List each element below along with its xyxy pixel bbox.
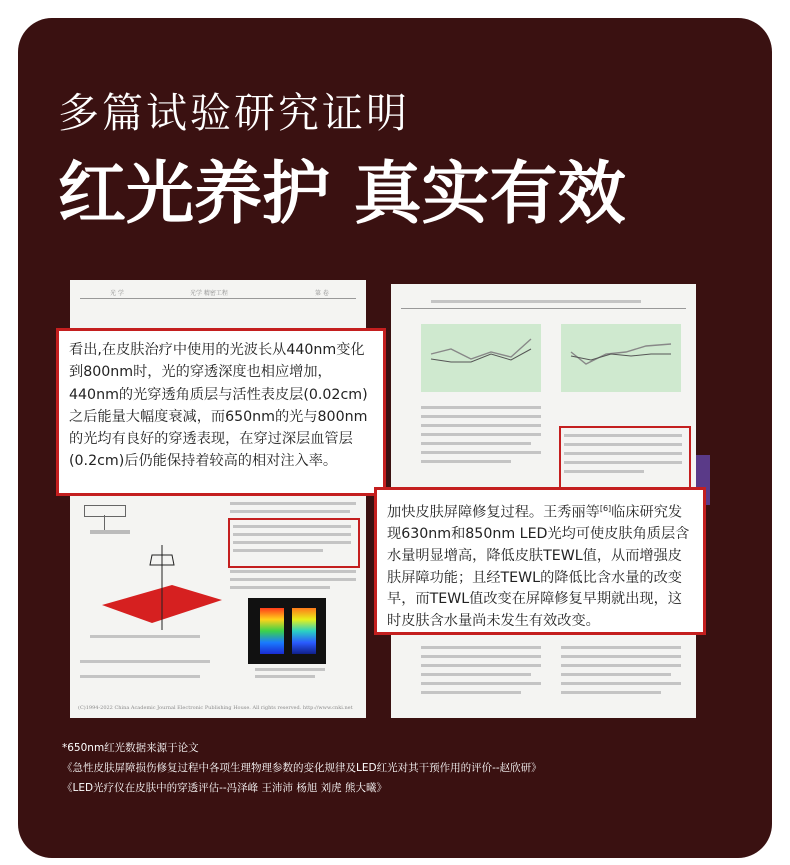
text-line [564,443,682,446]
sources [62,738,542,798]
header-line [431,300,641,303]
promo-card [18,18,772,858]
text-line [561,646,681,649]
heading-line-1: 多篇试验研究证明 [58,89,410,137]
callout-right [374,487,706,635]
text-line [421,406,541,409]
text-line [564,434,682,437]
figure-caption [90,635,200,638]
header-rule [401,308,686,309]
text-line [421,460,511,463]
callout-left [56,328,386,496]
paper-footer: (C)1994-2022 China Academic Journal Electronic Publishing House. All rights reserved. http://www.cnki.net [78,705,353,711]
equation-line [80,660,210,663]
text-line [421,451,541,454]
text-line [230,510,350,513]
text-line [561,664,681,667]
text-line [421,691,521,694]
callout-left-text: 看出,在皮肤治疗中使用的光波长从440nm变化到800nm时，光的穿透深度也相应增加，440nm的光穿透角质层与活性表皮层(0.02cm)之后能量大幅度衰减，而650nm的光与800nm的光均有良好的穿透表现，在穿过深层血管层(0.2cm)后仍能保持着较高的相对注入率。 [69,342,368,470]
figure-box [84,505,126,517]
paper-header-mid: 光学 精密工程 [190,290,228,297]
text-line [561,682,681,685]
text-line [230,586,330,589]
text-line [233,541,351,544]
text-line [421,682,541,685]
text-line [230,570,356,573]
heatmap-figure [248,598,326,664]
figure-caption [255,675,315,678]
text-line [561,691,661,694]
text-line [564,470,644,473]
text-line [230,502,356,505]
text-line [421,646,541,649]
citation-superscript: [6] [599,504,612,513]
figure-caption [90,530,130,534]
text-line [233,525,351,528]
text-line [233,549,323,552]
header-rule [80,298,356,299]
text-line [421,442,531,445]
source-ref-1: 《急性皮肤屏障损伤修复过程中各项生理物理参数的变化规律及LED红光对其干预作用的评价--赵欣研》 [62,762,542,774]
text-line [421,664,541,667]
text-line [564,452,682,455]
heatmap-column [292,608,316,654]
line-chart-thumb [421,324,541,392]
paper-header-left: 光 学 [110,290,124,297]
figure-caption [255,668,325,671]
text-line [230,578,356,581]
text-line [564,461,682,464]
callout-right-text-after: 临床研究发现630nm和850nm LED光均可使皮肤角质层含水量明显增高，降低皮肤TEWL值，从而增强皮肤屏障功能；且经TEWL的降低比含水量的改变早，而TEWL值改变在屏障修复早期就出现，这时皮肤含水量尚未发生有效改变。 [387,504,690,629]
text-line [421,655,541,658]
equation-line [80,675,200,678]
text-line [233,533,351,536]
heatmap-column [260,608,284,654]
source-ref-2: 《LED光疗仪在皮肤中的穿透评估--冯泽峰 王沛沛 杨旭 刘虎 熊大曦》 [62,782,387,794]
text-line [561,673,671,676]
source-note: *650nm红光数据来源于论文 [62,742,199,754]
text-line [561,655,681,658]
figure-line [104,515,105,530]
heading-line-2: 红光养护 真实有效 [58,155,626,234]
line-chart-thumb [561,324,681,392]
text-line [421,424,541,427]
paper-header-right: 第 卷 [315,290,329,297]
red-plane-figure [82,545,232,635]
text-line [421,673,531,676]
callout-right-text-before: 加快皮肤屏障修复过程。王秀丽等 [387,504,600,521]
text-line [421,433,541,436]
text-line [421,415,541,418]
